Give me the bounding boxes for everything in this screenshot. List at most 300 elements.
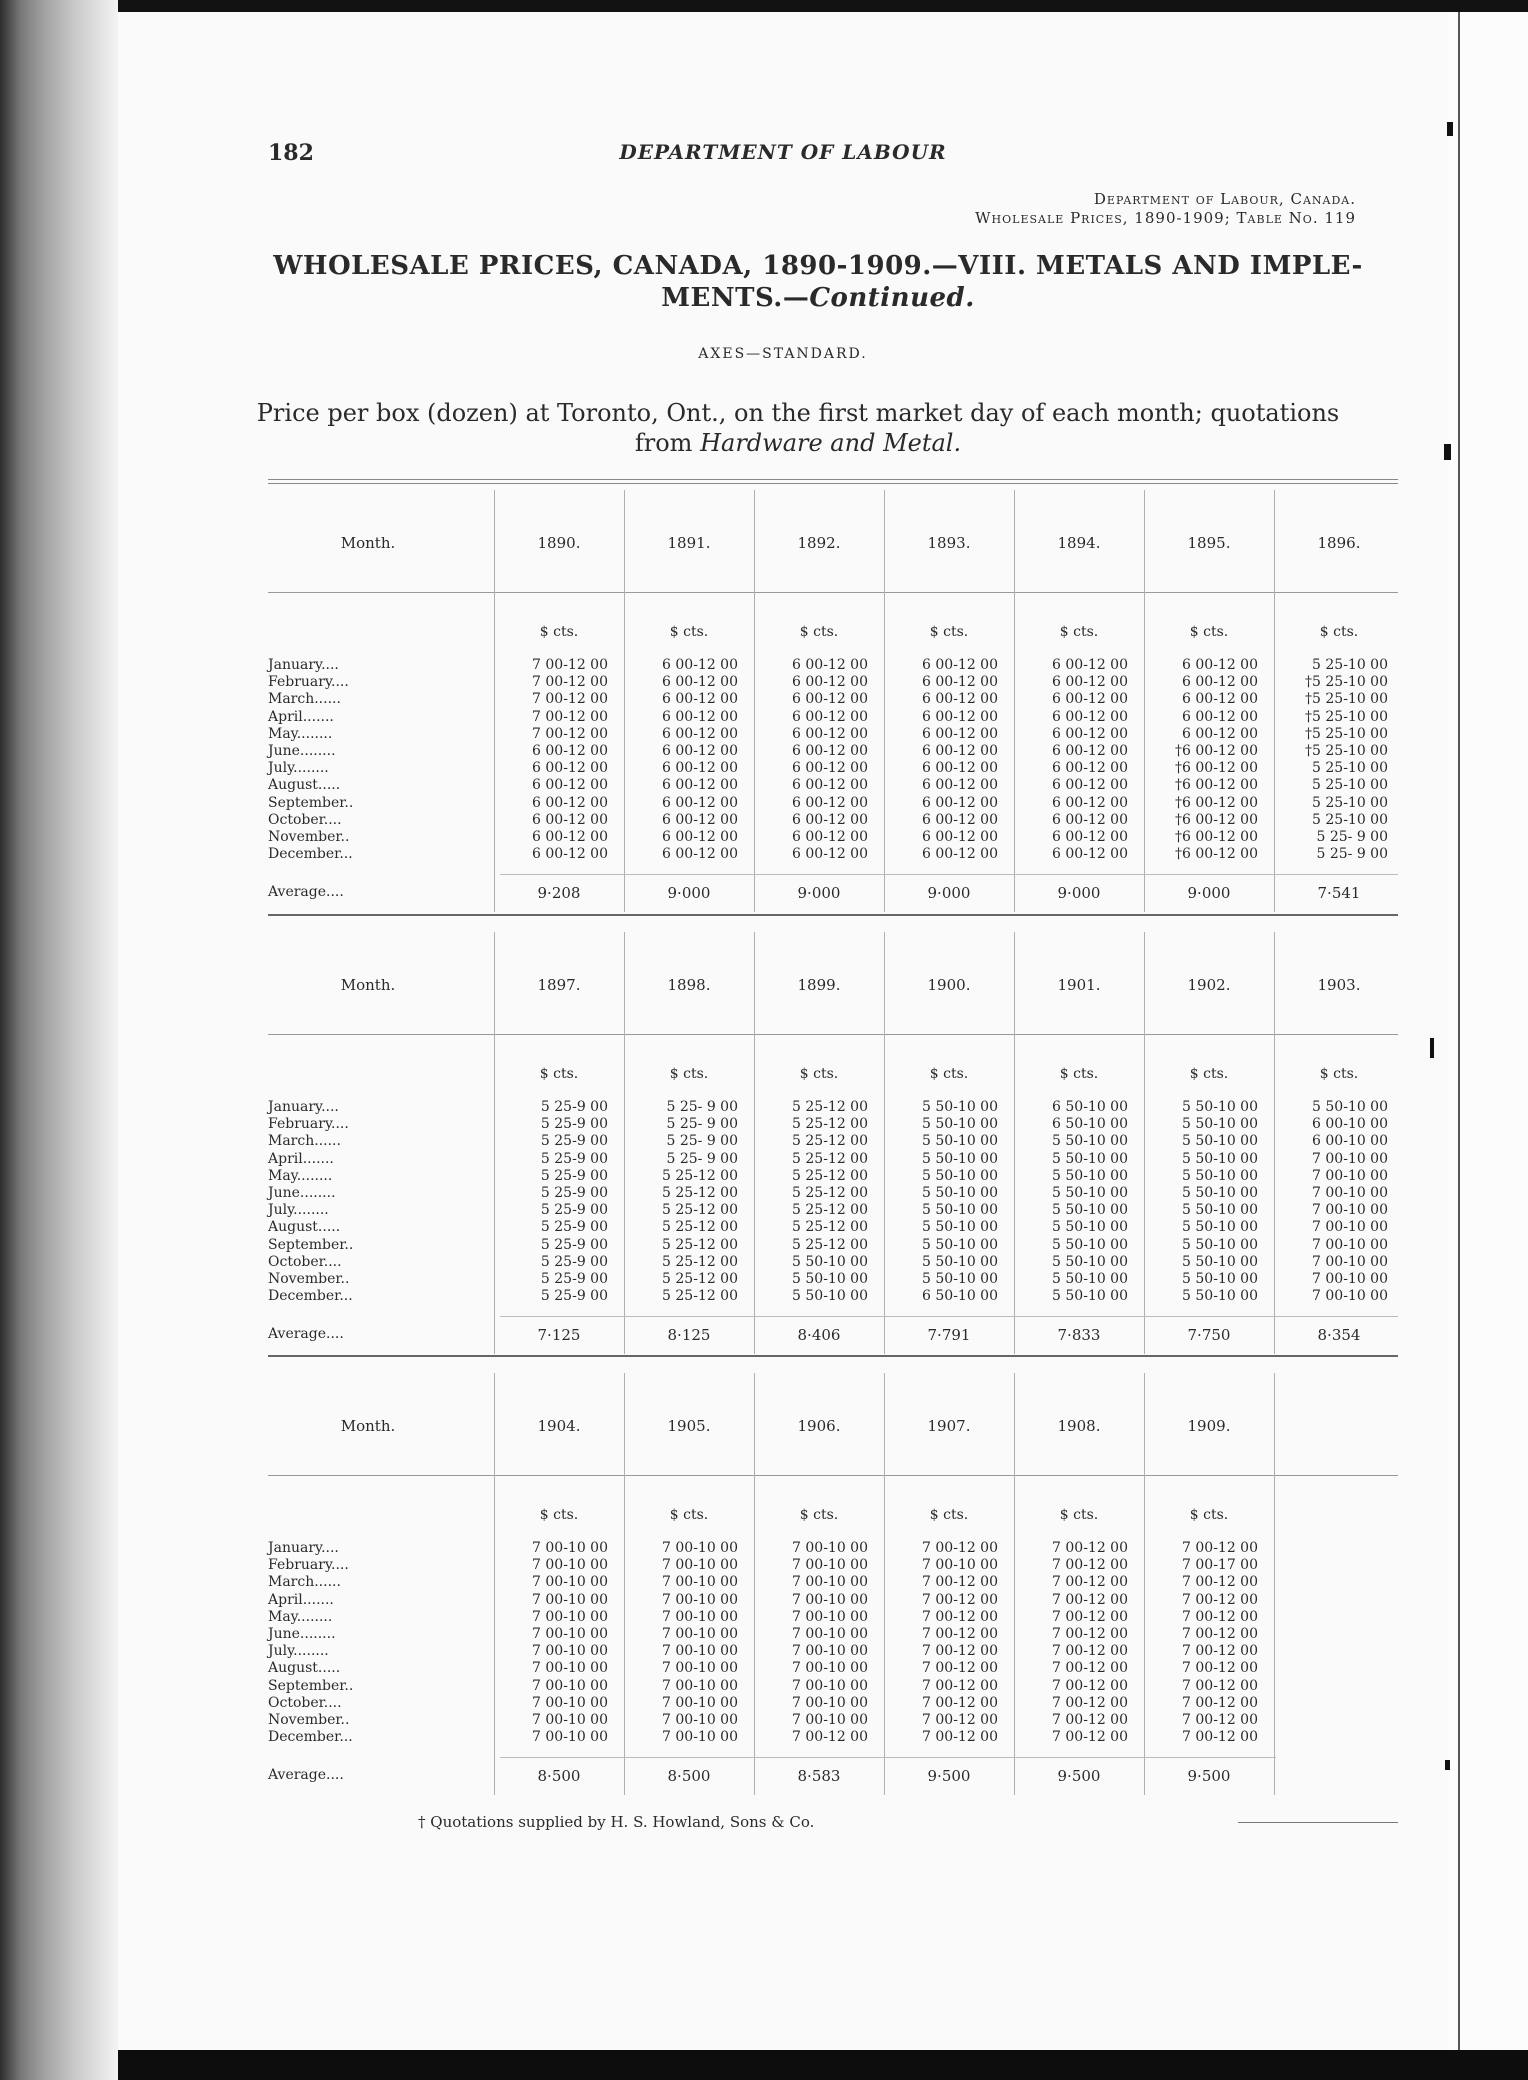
price-cell: 6 00-12 00 <box>922 811 998 828</box>
year-header: 1897. <box>537 976 581 994</box>
price-cell: 6 00-12 00 <box>922 674 998 691</box>
price-cell: 6 00-12 00 <box>532 742 608 759</box>
year-header: 1900. <box>927 976 971 994</box>
month-column-header: Month. <box>340 976 396 994</box>
column-divider <box>884 932 885 1354</box>
price-cell: 5 25-9 00 <box>540 1270 608 1287</box>
price-cell: 5 50-10 00 <box>922 1150 998 1167</box>
average-value: 9·000 <box>927 884 971 902</box>
page-title <box>268 250 1368 314</box>
column-divider <box>754 1373 755 1795</box>
column-divider <box>1014 932 1015 1354</box>
month-column-header: Month. <box>340 1417 396 1435</box>
table-block <box>268 1355 1398 1815</box>
price-cell: 7 00-12 00 <box>922 1540 998 1556</box>
price-cell: 6 00-12 00 <box>662 674 738 691</box>
price-cell: 7 00-10 00 <box>532 1608 608 1625</box>
price-column <box>630 1099 738 1305</box>
column-divider <box>1274 932 1275 1354</box>
price-cell: 6 00-12 00 <box>1182 691 1258 708</box>
price-cell: 7 00-10 00 <box>662 1643 738 1660</box>
price-cell: 7 00-10 00 <box>662 1729 738 1746</box>
year-header: 1901. <box>1057 976 1101 994</box>
price-cell: 7 00-12 00 <box>1052 1694 1128 1711</box>
price-cell: 7 00-10 00 <box>792 1625 868 1642</box>
table-subtitle: AXES—STANDARD. <box>698 346 868 362</box>
price-cell: 7 00-12 00 <box>532 725 608 742</box>
price-cell: 6 00-10 00 <box>1312 1133 1388 1150</box>
column-divider <box>1144 490 1145 912</box>
price-cell: 6 00-12 00 <box>1052 691 1128 708</box>
price-column <box>1020 657 1128 863</box>
price-cell: 6 00-12 00 <box>1052 708 1128 725</box>
unit-label: $ cts. <box>799 1066 839 1082</box>
price-cell: 6 00-12 00 <box>1052 794 1128 811</box>
price-cell: 7 00-12 00 <box>1052 1660 1128 1677</box>
price-cell: 6 00-12 00 <box>532 811 608 828</box>
price-cell: 5 25-12 00 <box>792 1236 868 1253</box>
price-cell: 7 00-10 00 <box>532 1643 608 1660</box>
price-cell: 6 00-12 00 <box>662 846 738 863</box>
column-divider <box>1014 1373 1015 1795</box>
price-cell: 7 00-10 00 <box>662 1574 738 1591</box>
price-cell: 7 00-10 00 <box>662 1625 738 1642</box>
price-cell: 5 50-10 00 <box>1182 1288 1258 1305</box>
header-rule <box>268 1475 1398 1476</box>
price-cell: 5 25-12 00 <box>792 1184 868 1201</box>
price-cell: 6 00-12 00 <box>1052 846 1128 863</box>
price-column <box>760 657 868 863</box>
unit-label: $ cts. <box>929 1066 969 1082</box>
price-cell: 5 25-9 00 <box>540 1184 608 1201</box>
price-cell: 7 00-10 00 <box>662 1660 738 1677</box>
price-cell: 7 00-12 00 <box>1182 1660 1258 1677</box>
price-cell: 7 00-12 00 <box>1182 1694 1258 1711</box>
price-cell: 5 25- 9 00 <box>666 1116 738 1133</box>
average-label: Average.... <box>268 1767 344 1783</box>
edge-mark <box>1447 122 1453 136</box>
price-cell: 5 25-12 00 <box>662 1270 738 1287</box>
reference-line-2: Wholesale Prices, 1890-1909; Table No. 119 <box>975 209 1356 227</box>
price-cell: 6 00-12 00 <box>792 794 868 811</box>
price-cell: 7 00-10 00 <box>792 1694 868 1711</box>
price-cell: 5 50-10 00 <box>1052 1202 1128 1219</box>
price-cell: 7 00-12 00 <box>922 1608 998 1625</box>
price-cell: 6 00-12 00 <box>1052 811 1128 828</box>
price-cell: †6 00-12 00 <box>1175 760 1258 777</box>
price-cell: 7 00-10 00 <box>532 1729 608 1746</box>
average-value: 7·125 <box>537 1326 581 1344</box>
year-header: 1909. <box>1187 1417 1231 1435</box>
price-cell: 7 00-12 00 <box>922 1677 998 1694</box>
price-cell: 7 00-10 00 <box>1312 1253 1388 1270</box>
price-cell: 5 50-10 00 <box>922 1184 998 1201</box>
price-cell: 6 00-10 00 <box>1312 1116 1388 1133</box>
price-cell: 6 00-12 00 <box>792 657 868 673</box>
unit-label: $ cts. <box>799 1507 839 1523</box>
price-cell: 5 25- 9 00 <box>666 1150 738 1167</box>
price-cell: 7 00-10 00 <box>1312 1270 1388 1287</box>
price-cell: 5 25-12 00 <box>662 1219 738 1236</box>
price-cell: 7 00-17 00 <box>1182 1557 1258 1574</box>
column-divider <box>1274 490 1275 912</box>
price-cell: 5 25-12 00 <box>662 1253 738 1270</box>
price-cell: 6 00-12 00 <box>792 742 868 759</box>
price-cell: †6 00-12 00 <box>1175 794 1258 811</box>
price-column <box>1020 1540 1128 1746</box>
price-cell: 6 00-12 00 <box>1182 708 1258 725</box>
price-cell: 7 00-10 00 <box>1312 1288 1388 1305</box>
price-column <box>1150 1540 1258 1746</box>
average-label: Average.... <box>268 884 344 900</box>
price-cell: 7 00-10 00 <box>792 1660 868 1677</box>
price-cell: 7 00-12 00 <box>792 1729 868 1746</box>
price-cell: 5 50-10 00 <box>792 1288 868 1305</box>
book-spine <box>0 0 118 2080</box>
price-cell: 7 00-12 00 <box>1052 1557 1128 1574</box>
unit-label: $ cts. <box>669 1066 709 1082</box>
price-cell: 7 00-12 00 <box>1052 1591 1128 1608</box>
price-cell: 6 00-12 00 <box>922 794 998 811</box>
price-cell: 5 25-12 00 <box>792 1150 868 1167</box>
price-cell: 5 50-10 00 <box>1052 1270 1128 1287</box>
price-cell: 5 50-10 00 <box>922 1236 998 1253</box>
table-block <box>268 472 1398 932</box>
price-column <box>500 1540 608 1746</box>
price-cell: 6 00-12 00 <box>1052 725 1128 742</box>
price-cell: 5 50-10 00 <box>922 1219 998 1236</box>
price-cell: 5 50-10 00 <box>922 1270 998 1287</box>
price-cell: 5 25-9 00 <box>540 1167 608 1184</box>
average-value: 8·406 <box>797 1326 841 1344</box>
footnote-rule <box>1238 1822 1398 1823</box>
month-labels: January.... February.... March...... April....... May........ June........ July........ August..... September.. October.... November.. December... <box>268 1099 354 1305</box>
price-cell: 5 50-10 00 <box>1182 1184 1258 1201</box>
price-column <box>1020 1099 1128 1305</box>
price-cell: 5 25-10 00 <box>1312 760 1388 777</box>
average-value: 8·500 <box>537 1767 581 1785</box>
price-cell: 6 00-12 00 <box>792 828 868 845</box>
price-cell: 6 00-12 00 <box>532 828 608 845</box>
price-cell: 7 00-10 00 <box>532 1694 608 1711</box>
price-cell: 7 00-10 00 <box>1312 1202 1388 1219</box>
price-cell: 5 25-9 00 <box>540 1253 608 1270</box>
price-cell: 5 25-10 00 <box>1312 777 1388 794</box>
price-cell: 6 00-12 00 <box>532 760 608 777</box>
price-cell: †6 00-12 00 <box>1175 811 1258 828</box>
column-divider <box>494 490 495 912</box>
year-header: 1894. <box>1057 534 1101 552</box>
price-cell: 6 00-12 00 <box>1052 777 1128 794</box>
unit-label: $ cts. <box>539 1507 579 1523</box>
year-header: 1891. <box>667 534 711 552</box>
price-cell: 5 50-10 00 <box>1052 1184 1128 1201</box>
price-cell: †6 00-12 00 <box>1175 846 1258 863</box>
price-column <box>1150 657 1258 863</box>
price-cell: 6 00-12 00 <box>792 811 868 828</box>
price-cell: 7 00-10 00 <box>532 1711 608 1728</box>
price-cell: 6 00-12 00 <box>792 674 868 691</box>
document-page <box>118 12 1448 2062</box>
price-cell: 5 25- 9 00 <box>666 1099 738 1115</box>
price-column <box>500 657 608 863</box>
price-cell: 6 00-12 00 <box>1182 657 1258 673</box>
price-cell: 5 50-10 00 <box>1052 1150 1128 1167</box>
price-column <box>760 1540 868 1746</box>
price-cell: 7 00-10 00 <box>532 1591 608 1608</box>
average-rule <box>500 1757 1276 1758</box>
price-cell: 5 25-9 00 <box>540 1116 608 1133</box>
price-cell: 6 00-12 00 <box>922 725 998 742</box>
average-value: 9·500 <box>927 1767 971 1785</box>
price-cell: 7 00-12 00 <box>1182 1711 1258 1728</box>
next-page-edge <box>1448 12 1528 2080</box>
price-cell: 6 00-12 00 <box>792 760 868 777</box>
month-labels: January.... February.... March...... April....... May........ June........ July........ August..... September.. October.... November.. December... <box>268 657 354 863</box>
unit-label: $ cts. <box>1059 1066 1099 1082</box>
price-cell: 7 00-12 00 <box>1182 1608 1258 1625</box>
price-cell: †5 25-10 00 <box>1305 708 1388 725</box>
unit-label: $ cts. <box>1189 1066 1229 1082</box>
month-column-header: Month. <box>340 534 396 552</box>
price-cell: 6 00-12 00 <box>662 657 738 673</box>
price-cell: 5 25-12 00 <box>662 1236 738 1253</box>
column-divider <box>494 932 495 1354</box>
price-cell: 5 25-10 00 <box>1312 657 1388 673</box>
price-cell: †5 25-10 00 <box>1305 742 1388 759</box>
average-value: 9·000 <box>1187 884 1231 902</box>
price-cell: 5 25-12 00 <box>792 1116 868 1133</box>
column-divider <box>1144 932 1145 1354</box>
price-column <box>630 1540 738 1746</box>
column-divider <box>624 1373 625 1795</box>
unit-label: $ cts. <box>1189 624 1229 640</box>
price-column <box>630 657 738 863</box>
price-cell: 7 00-12 00 <box>1182 1643 1258 1660</box>
price-cell: 6 50-10 00 <box>922 1288 998 1305</box>
average-value: 9·000 <box>667 884 711 902</box>
price-cell: 7 00-12 00 <box>1052 1729 1128 1746</box>
price-cell: 7 00-10 00 <box>1312 1236 1388 1253</box>
title-continued: Continued. <box>809 283 975 313</box>
price-cell: 7 00-12 00 <box>1182 1625 1258 1642</box>
price-cell: 6 00-12 00 <box>1052 742 1128 759</box>
price-cell: 6 00-12 00 <box>922 742 998 759</box>
column-divider <box>624 932 625 1354</box>
price-cell: 5 25-12 00 <box>792 1133 868 1150</box>
price-cell: 7 00-10 00 <box>792 1711 868 1728</box>
unit-label: $ cts. <box>1319 624 1359 640</box>
price-cell: †6 00-12 00 <box>1175 828 1258 845</box>
price-cell: 7 00-10 00 <box>532 1574 608 1591</box>
year-header: 1907. <box>927 1417 971 1435</box>
price-cell: 6 00-12 00 <box>662 742 738 759</box>
column-divider <box>1144 1373 1145 1795</box>
average-value: 9·500 <box>1057 1767 1101 1785</box>
price-cell: 6 00-12 00 <box>922 846 998 863</box>
average-value: 9·208 <box>537 884 581 902</box>
caption-line-2 <box>228 428 1368 458</box>
price-cell: 7 00-12 00 <box>922 1694 998 1711</box>
average-value: 7·833 <box>1057 1326 1101 1344</box>
price-cell: 7 00-12 00 <box>532 657 608 673</box>
price-cell: 6 00-12 00 <box>662 828 738 845</box>
price-cell: 6 00-12 00 <box>922 777 998 794</box>
price-cell: 6 00-12 00 <box>922 691 998 708</box>
year-header: 1892. <box>797 534 841 552</box>
block-top-rule <box>268 1355 1398 1357</box>
price-cell: 6 00-12 00 <box>662 708 738 725</box>
year-header: 1908. <box>1057 1417 1101 1435</box>
price-cell: 6 00-12 00 <box>662 725 738 742</box>
price-cell: 6 00-12 00 <box>1052 674 1128 691</box>
price-cell: 5 50-10 00 <box>922 1253 998 1270</box>
title-line-2 <box>268 282 1368 314</box>
price-cell: 7 00-10 00 <box>792 1643 868 1660</box>
month-labels: January.... February.... March...... April....... May........ June........ July........ August..... September.. October.... November.. December... <box>268 1540 354 1746</box>
price-cell: 7 00-12 00 <box>1052 1677 1128 1694</box>
price-cell: 6 00-12 00 <box>1182 725 1258 742</box>
title-line-1: WHOLESALE PRICES, CANADA, 1890-1909.—VIII. METALS AND IMPLE- <box>273 251 1363 281</box>
price-cell: 7 00-10 00 <box>532 1660 608 1677</box>
unit-label: $ cts. <box>669 1507 709 1523</box>
unit-label: $ cts. <box>929 624 969 640</box>
unit-label: $ cts. <box>539 624 579 640</box>
price-cell: 6 00-12 00 <box>922 657 998 673</box>
price-cell: 5 25-9 00 <box>540 1202 608 1219</box>
price-cell: †6 00-12 00 <box>1175 742 1258 759</box>
price-cell: 5 50-10 00 <box>1182 1167 1258 1184</box>
average-value: 8·125 <box>667 1326 711 1344</box>
table-reference <box>975 190 1356 228</box>
caption-source: Hardware and Metal. <box>700 429 962 457</box>
price-cell: 5 25-12 00 <box>662 1202 738 1219</box>
year-header: 1895. <box>1187 534 1231 552</box>
average-label: Average.... <box>268 1326 344 1342</box>
unit-label: $ cts. <box>929 1507 969 1523</box>
price-cell: 7 00-10 00 <box>792 1677 868 1694</box>
year-header: 1898. <box>667 976 711 994</box>
price-cell: 7 00-12 00 <box>1052 1625 1128 1642</box>
column-divider <box>1274 1373 1275 1795</box>
price-cell: 5 25-9 00 <box>540 1219 608 1236</box>
price-cell: 6 00-12 00 <box>662 760 738 777</box>
price-cell: 7 00-10 00 <box>792 1591 868 1608</box>
price-cell: 6 00-12 00 <box>1052 657 1128 673</box>
price-cell: 7 00-10 00 <box>532 1677 608 1694</box>
price-column <box>500 1099 608 1305</box>
price-cell: 6 00-12 00 <box>662 691 738 708</box>
year-header: 1893. <box>927 534 971 552</box>
price-cell: 6 00-12 00 <box>532 846 608 863</box>
price-cell: 6 00-12 00 <box>792 708 868 725</box>
price-cell: 7 00-10 00 <box>1312 1219 1388 1236</box>
price-cell: 6 50-10 00 <box>1052 1116 1128 1133</box>
price-cell: 7 00-10 00 <box>1312 1167 1388 1184</box>
price-cell: 7 00-10 00 <box>792 1540 868 1556</box>
average-value: 8·500 <box>667 1767 711 1785</box>
price-cell: 5 50-10 00 <box>1182 1219 1258 1236</box>
year-header: 1902. <box>1187 976 1231 994</box>
price-cell: 7 00-10 00 <box>792 1608 868 1625</box>
average-value: 9·000 <box>1057 884 1101 902</box>
unit-label: $ cts. <box>669 624 709 640</box>
average-rule <box>500 874 1398 875</box>
price-cell: 5 25-12 00 <box>662 1167 738 1184</box>
price-cell: †5 25-10 00 <box>1305 674 1388 691</box>
price-cell: 7 00-12 00 <box>532 674 608 691</box>
block-top-rule <box>268 914 1398 916</box>
price-cell: 5 50-10 00 <box>1182 1270 1258 1287</box>
price-cell: 6 00-12 00 <box>922 828 998 845</box>
price-cell: 7 00-10 00 <box>792 1574 868 1591</box>
price-cell: 6 00-12 00 <box>1182 674 1258 691</box>
price-cell: 7 00-12 00 <box>1182 1574 1258 1591</box>
price-cell: 6 00-12 00 <box>922 708 998 725</box>
price-cell: 7 00-12 00 <box>1052 1540 1128 1556</box>
price-cell: 6 00-12 00 <box>1052 760 1128 777</box>
price-cell: 5 50-10 00 <box>922 1099 998 1115</box>
price-column <box>760 1099 868 1305</box>
price-cell: 6 00-12 00 <box>792 725 868 742</box>
average-value: 7·791 <box>927 1326 971 1344</box>
price-cell: 5 25- 9 00 <box>1316 846 1388 863</box>
edge-mark <box>1445 1760 1450 1770</box>
price-cell: 7 00-12 00 <box>1182 1729 1258 1746</box>
price-cell: †5 25-10 00 <box>1305 691 1388 708</box>
price-cell: 7 00-10 00 <box>662 1608 738 1625</box>
year-header: 1906. <box>797 1417 841 1435</box>
reference-line-1: Department of Labour, Canada. <box>1093 190 1356 208</box>
average-value: 8·354 <box>1317 1326 1361 1344</box>
price-cell: 5 25-12 00 <box>662 1184 738 1201</box>
price-cell: 7 00-12 00 <box>922 1574 998 1591</box>
price-cell: 5 50-10 00 <box>922 1167 998 1184</box>
unit-label: $ cts. <box>1059 1507 1099 1523</box>
price-cell: 5 50-10 00 <box>922 1116 998 1133</box>
price-cell: 5 50-10 00 <box>1182 1236 1258 1253</box>
price-cell: 6 00-12 00 <box>792 691 868 708</box>
price-cell: 5 25-9 00 <box>540 1099 608 1115</box>
price-cell: 5 25-12 00 <box>792 1202 868 1219</box>
year-header: 1896. <box>1317 534 1361 552</box>
unit-label: $ cts. <box>799 624 839 640</box>
price-cell: 5 50-10 00 <box>922 1133 998 1150</box>
price-cell: 7 00-10 00 <box>662 1591 738 1608</box>
price-cell: 5 50-10 00 <box>792 1253 868 1270</box>
price-column <box>890 1540 998 1746</box>
caption-prefix: from <box>634 429 701 457</box>
page-edge-rule <box>1458 12 1460 2080</box>
price-cell: 7 00-12 00 <box>1052 1574 1128 1591</box>
price-cell: 7 00-12 00 <box>1182 1591 1258 1608</box>
price-cell: 5 50-10 00 <box>1052 1288 1128 1305</box>
price-cell: 6 00-12 00 <box>532 794 608 811</box>
price-cell: 5 50-10 00 <box>922 1202 998 1219</box>
price-cell: 6 00-12 00 <box>922 760 998 777</box>
price-cell: 5 50-10 00 <box>1052 1236 1128 1253</box>
price-cell: 7 00-12 00 <box>532 691 608 708</box>
price-cell: 7 00-12 00 <box>922 1625 998 1642</box>
price-cell: 6 00-12 00 <box>792 777 868 794</box>
price-cell: 7 00-10 00 <box>662 1557 738 1574</box>
price-cell: 5 50-10 00 <box>1052 1219 1128 1236</box>
price-cell: 5 50-10 00 <box>1182 1150 1258 1167</box>
price-cell: †6 00-12 00 <box>1175 777 1258 794</box>
average-value: 7·750 <box>1187 1326 1231 1344</box>
price-cell: 7 00-12 00 <box>922 1660 998 1677</box>
price-column <box>1280 1099 1388 1305</box>
